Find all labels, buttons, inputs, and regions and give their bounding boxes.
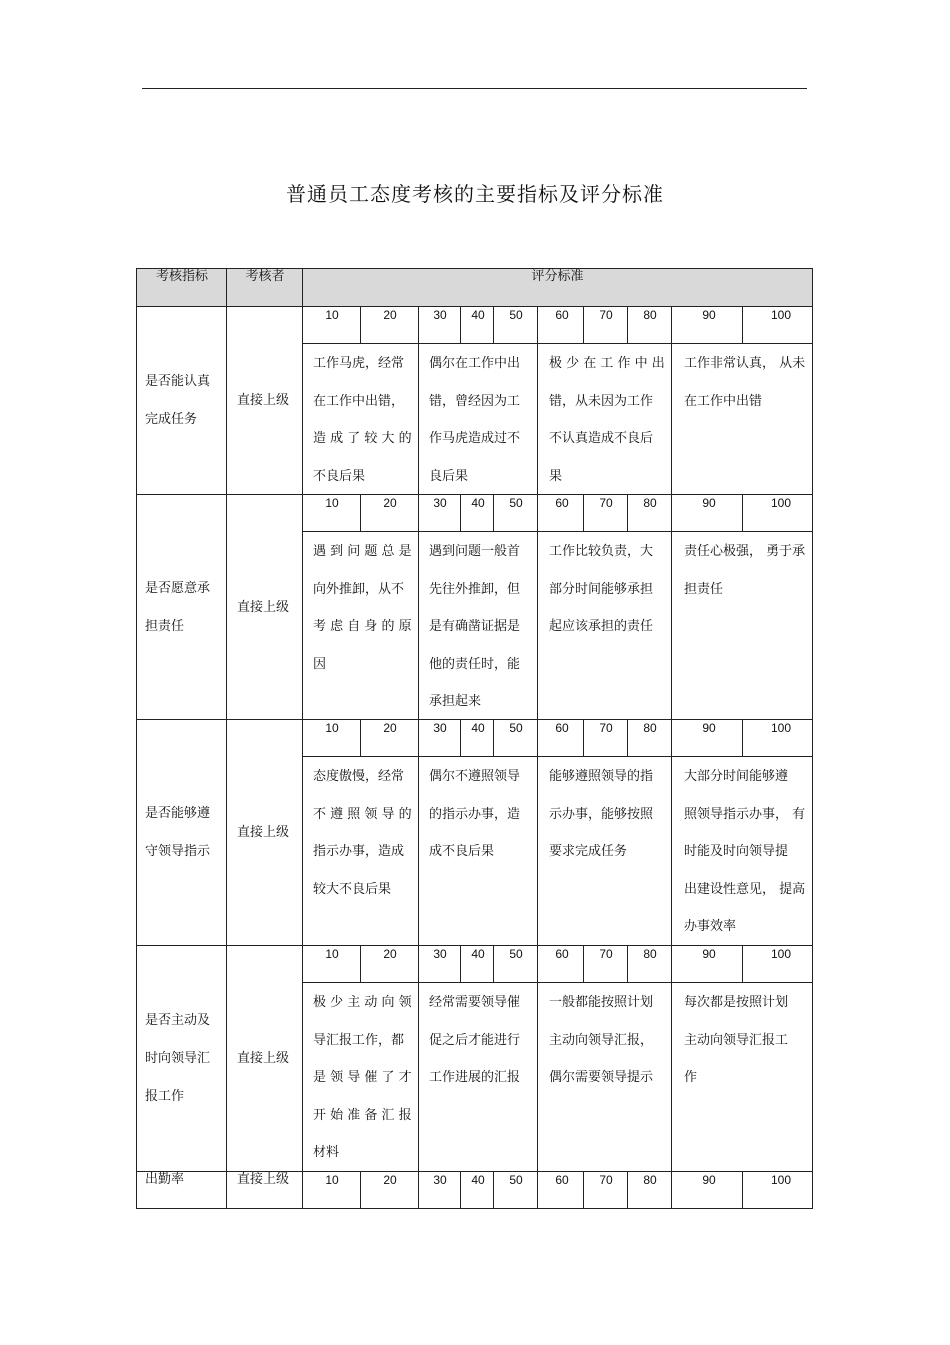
criteria-text: 作	[684, 1070, 698, 1085]
table-line	[583, 495, 584, 531]
indicator-label: 是否能够遵	[145, 806, 211, 821]
table-line	[627, 1172, 628, 1208]
table-line	[627, 946, 628, 982]
criteria-text: 经常需要领导催	[429, 995, 521, 1010]
criteria-text: 偶尔需要领导提示	[549, 1070, 654, 1085]
table-line	[226, 269, 227, 1208]
score-label: 50	[509, 308, 523, 322]
criteria-text: 向外推卸，从不	[313, 581, 405, 597]
table-line	[627, 495, 628, 531]
score-label: 80	[643, 947, 657, 961]
criteria-text: 的指示办事，造	[429, 806, 521, 822]
table-line	[537, 495, 538, 720]
score-label: 80	[643, 721, 657, 735]
score-label: 90	[702, 496, 716, 510]
score-label: 30	[433, 308, 447, 322]
score-label: 80	[643, 496, 657, 510]
criteria-text: 偶尔不遵照领导	[429, 769, 521, 784]
criteria-text: 因	[313, 656, 327, 672]
table-line	[418, 307, 419, 495]
criteria-text: 部分时间能够承担	[549, 581, 654, 597]
criteria-text: 担责任	[684, 581, 724, 597]
table-line	[742, 1172, 743, 1208]
score-label: 70	[599, 308, 613, 322]
criteria-text: 主动向领导汇报工	[684, 1032, 789, 1048]
criteria-text: 大部分时间能够遵	[684, 769, 789, 784]
score-label: 10	[325, 308, 339, 322]
score-label: 100	[770, 496, 792, 510]
score-label: 30	[433, 1173, 447, 1187]
score-label: 30	[433, 496, 447, 510]
criteria-text: 材料	[313, 1145, 340, 1160]
table-line	[360, 1172, 361, 1208]
score-label: 100	[770, 947, 792, 961]
criteria-text: 工作非常认真， 从未	[684, 356, 806, 371]
criteria-text: 在工作中出错，	[313, 393, 405, 409]
indicator-label: 是否主动及	[145, 1013, 211, 1028]
score-label: 50	[509, 496, 523, 510]
table-line	[137, 306, 812, 307]
table-line	[742, 720, 743, 756]
criteria-text: 错，曾经因为工	[429, 393, 521, 409]
indicator-label: 时向领导汇	[145, 1051, 211, 1066]
score-label: 90	[702, 721, 716, 735]
score-label: 70	[599, 496, 613, 510]
criteria-text: 他的责任时，能	[429, 656, 521, 672]
criteria-text: 工作马虎，经常	[313, 356, 405, 371]
table-line	[671, 946, 672, 1172]
header-assessor: 考核者	[245, 269, 285, 284]
table-line	[671, 307, 672, 495]
criteria-text: 遇 到 问 题 总 是	[313, 544, 412, 559]
indicator-label: 守领导指示	[145, 844, 211, 859]
table-line	[303, 531, 812, 532]
indicator-label: 完成任务	[145, 412, 198, 427]
score-label: 40	[471, 1173, 485, 1187]
criteria-text: 成不良后果	[429, 844, 495, 859]
criteria-text: 办事效率	[684, 919, 737, 934]
criteria-text: 促之后才能进行	[429, 1032, 521, 1048]
table-line	[742, 307, 743, 343]
table-line	[583, 720, 584, 756]
indicator-label: 是否愿意承	[145, 580, 211, 596]
criteria-text: 极 少 在 工 作 中 出	[549, 356, 665, 371]
score-label: 20	[383, 496, 397, 510]
score-label: 10	[325, 947, 339, 961]
table-line	[671, 720, 672, 946]
table-line	[742, 946, 743, 982]
table-line	[303, 343, 812, 344]
assessor-label: 直接上级	[237, 825, 290, 840]
table-line	[302, 269, 303, 1208]
criteria-text: 时能及时向领导提	[684, 844, 789, 859]
table-line	[537, 307, 538, 495]
assessor-label: 直接上级	[237, 1051, 290, 1066]
indicator-label: 出勤率	[145, 1172, 185, 1187]
assessor-label: 直接上级	[237, 1172, 290, 1187]
table-line	[303, 982, 812, 983]
criteria-text: 出建设性意见， 提高	[684, 881, 806, 897]
criteria-text: 导汇报工作，都	[313, 1032, 405, 1048]
criteria-text: 一般都能按照计划	[549, 995, 654, 1010]
table-line	[137, 494, 812, 495]
score-label: 100	[770, 1173, 792, 1187]
criteria-text: 要求完成任务	[549, 844, 628, 859]
criteria-text: 起应该承担的责任	[549, 619, 654, 634]
table-line	[671, 1172, 672, 1208]
table-line	[671, 495, 672, 720]
score-label: 60	[555, 947, 569, 961]
criteria-text: 工作比较负责，大	[549, 544, 654, 559]
table-line	[583, 1172, 584, 1208]
score-label: 80	[643, 1173, 657, 1187]
table-line	[742, 495, 743, 531]
score-label: 10	[325, 721, 339, 735]
score-label: 60	[555, 496, 569, 510]
indicator-label: 是否能认真	[145, 374, 211, 389]
table-line	[537, 1172, 538, 1208]
table-line	[537, 720, 538, 946]
header-criteria: 评分标准	[531, 269, 584, 284]
table-line	[627, 720, 628, 756]
criteria-text: 考 虑 自 身 的 原	[313, 619, 412, 634]
score-label: 70	[599, 1173, 613, 1187]
criteria-text: 较大不良后果	[313, 881, 392, 897]
criteria-text: 错，从未因为工作	[549, 393, 654, 409]
table-line	[583, 307, 584, 343]
criteria-text: 承担起来	[429, 694, 482, 709]
score-label: 20	[383, 308, 397, 322]
score-label: 60	[555, 308, 569, 322]
table-line	[360, 720, 361, 756]
criteria-text: 良后果	[429, 468, 469, 484]
score-label: 40	[471, 308, 485, 322]
assessor-label: 直接上级	[237, 599, 290, 615]
criteria-text: 态度傲慢，经常	[313, 769, 405, 784]
top-rule	[142, 88, 807, 89]
criteria-text: 是有确凿证据是	[429, 619, 521, 634]
criteria-text: 责任心极强， 勇于承	[684, 544, 806, 559]
score-label: 20	[383, 947, 397, 961]
score-label: 20	[383, 1173, 397, 1187]
criteria-text: 示办事，能够按照	[549, 806, 654, 822]
criteria-text: 果	[549, 468, 563, 484]
criteria-text: 工作进展的汇报	[429, 1070, 521, 1085]
score-label: 40	[471, 947, 485, 961]
criteria-text: 是 领 导 催 了 才	[313, 1070, 412, 1085]
table-line	[537, 946, 538, 1172]
table-line	[627, 307, 628, 343]
criteria-text: 偶尔在工作中出	[429, 356, 521, 371]
criteria-text: 极 少 主 动 向 领	[313, 995, 412, 1010]
score-label: 20	[383, 721, 397, 735]
criteria-text: 造 成 了 较 大 的	[313, 431, 412, 446]
table-line	[360, 946, 361, 982]
score-label: 90	[702, 1173, 716, 1187]
criteria-text: 开 始 准 备 汇 报	[313, 1107, 412, 1123]
score-label: 100	[770, 721, 792, 735]
score-label: 40	[471, 721, 485, 735]
score-label: 30	[433, 947, 447, 961]
score-label: 50	[509, 1173, 523, 1187]
criteria-text: 每次都是按照计划	[684, 995, 789, 1010]
table-line	[583, 946, 584, 982]
evaluation-table	[136, 268, 813, 1209]
header-indicator: 考核指标	[155, 269, 208, 284]
assessor-label: 直接上级	[237, 393, 290, 408]
score-label: 70	[599, 721, 613, 735]
score-label: 80	[643, 308, 657, 322]
criteria-text: 作马虎造成过不	[429, 431, 521, 446]
score-label: 100	[770, 308, 792, 322]
score-label: 60	[555, 1173, 569, 1187]
score-label: 70	[599, 947, 613, 961]
score-label: 90	[702, 947, 716, 961]
criteria-text: 指示办事，造成	[313, 844, 405, 859]
table-line	[418, 946, 419, 1172]
score-label: 50	[509, 947, 523, 961]
score-label: 60	[555, 721, 569, 735]
criteria-text: 遇到问题一般首	[429, 544, 521, 559]
page-title: 普通员工态度考核的主要指标及评分标准	[286, 182, 664, 206]
table-line	[418, 495, 419, 720]
score-label: 30	[433, 721, 447, 735]
indicator-label: 担责任	[145, 618, 185, 634]
score-label: 40	[471, 496, 485, 510]
table-line	[418, 720, 419, 946]
score-label: 90	[702, 308, 716, 322]
table-line	[360, 495, 361, 531]
criteria-text: 不 遵 照 领 导 的	[313, 806, 412, 822]
criteria-text: 能够遵照领导的指	[549, 769, 654, 784]
criteria-text: 不良后果	[313, 468, 366, 484]
score-label: 50	[509, 721, 523, 735]
criteria-text: 先往外推卸，但	[429, 581, 521, 597]
criteria-text: 照领导指示办事， 有	[684, 806, 806, 822]
criteria-text: 主动向领导汇报，	[549, 1032, 654, 1048]
criteria-text: 在工作中出错	[684, 393, 763, 409]
criteria-text: 不认真造成不良后	[549, 431, 654, 446]
table-line	[360, 307, 361, 343]
score-label: 10	[325, 1173, 339, 1187]
score-label: 10	[325, 496, 339, 510]
table-line	[418, 1172, 419, 1208]
table-line	[303, 756, 812, 757]
indicator-label: 报工作	[145, 1089, 185, 1104]
